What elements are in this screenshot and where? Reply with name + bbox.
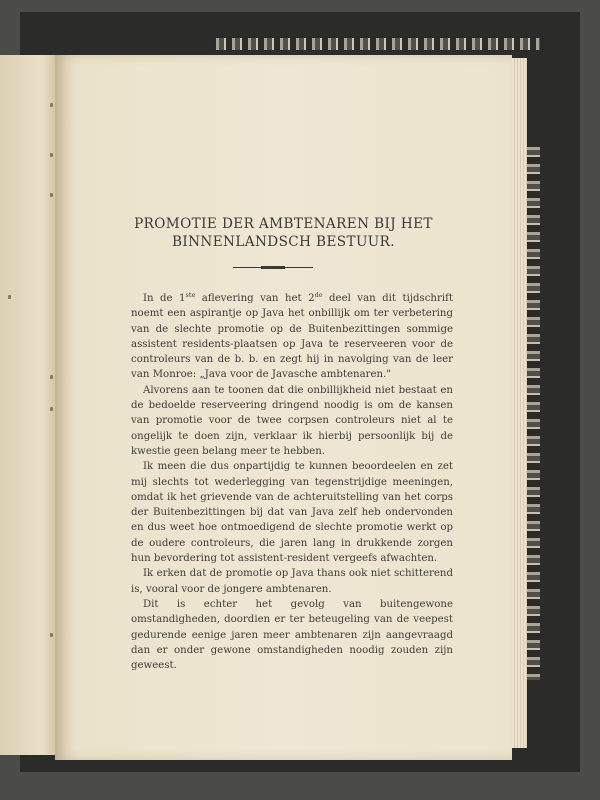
binding-stitch (8, 295, 11, 299)
binding-stitch (50, 103, 53, 107)
binding-stitch (50, 407, 53, 411)
article-body (131, 291, 453, 673)
paragraph-3: Ik meen die dus onpartijdig te kunnen beoordeelen en zet mij slechts tot wederlegging van tegenstrijdige meeningen, omdat ik het grievende van de achteruitstelling van het corps der Buitenbezittingen bij dat van Java zelf heb ondervonden en dus weet hoe ontmoedigend de slechte promotie werkt op de oudere controleurs, die jaren lang in drukkende zorgen hun bevordering tot assistent-resident vergeefs afwachten. (131, 461, 453, 565)
title-line-2: BINNENLANDSCH BESTUUR. (171, 234, 396, 250)
book-page (55, 55, 512, 760)
marbled-edge-top (210, 38, 540, 50)
paragraph-4: Ik erken dat de promotie op Java thans ook niet schitterend is, vooral voor de jongere ambtenaren. (131, 568, 453, 595)
binding-stitch (50, 153, 53, 157)
left-page (0, 55, 60, 755)
binding-stitch (50, 375, 53, 379)
paragraph-1: In de 1ste aflevering van het 2de deel van dit tijdschrift noemt een aspirantje op Java het onbillijk om ter verbetering van de slechte promotie op de Buitenbezittingen sommige assistent residents-plaatsen op Java te reserveeren voor de controleurs van de b. b. en zegt hij in navolging van de leer van Monroe: „Java voor de Javasche ambtenaren." (131, 291, 453, 381)
paragraph-2: Alvorens aan te toonen dat die onbillijkheid niet bestaat en de bedoelde reserveering dringend noodig is om de kansen van promotie voor de twee corpsen controleurs niet al te ongelijk te doen zijn, verklaar ik hierbij persoonlijk bij de kwestie geen belang meer te hebben. (131, 384, 453, 457)
binding-stitch (50, 633, 53, 637)
binding-stitch (50, 193, 53, 197)
page-title (55, 215, 512, 251)
title-line-1: PROMOTIE DER AMBTENAREN BIJ HET (134, 216, 433, 232)
paragraph-5: Dit is echter het gevolg van buitengewone omstandigheden, doordien er ter beteugeling van de veepest gedurende eenige jaren meer ambtenaren zijn aangevraagd dan er onder gewone omstandigheden noodig zouden zijn geweest. (131, 598, 453, 672)
title-divider (233, 267, 313, 268)
